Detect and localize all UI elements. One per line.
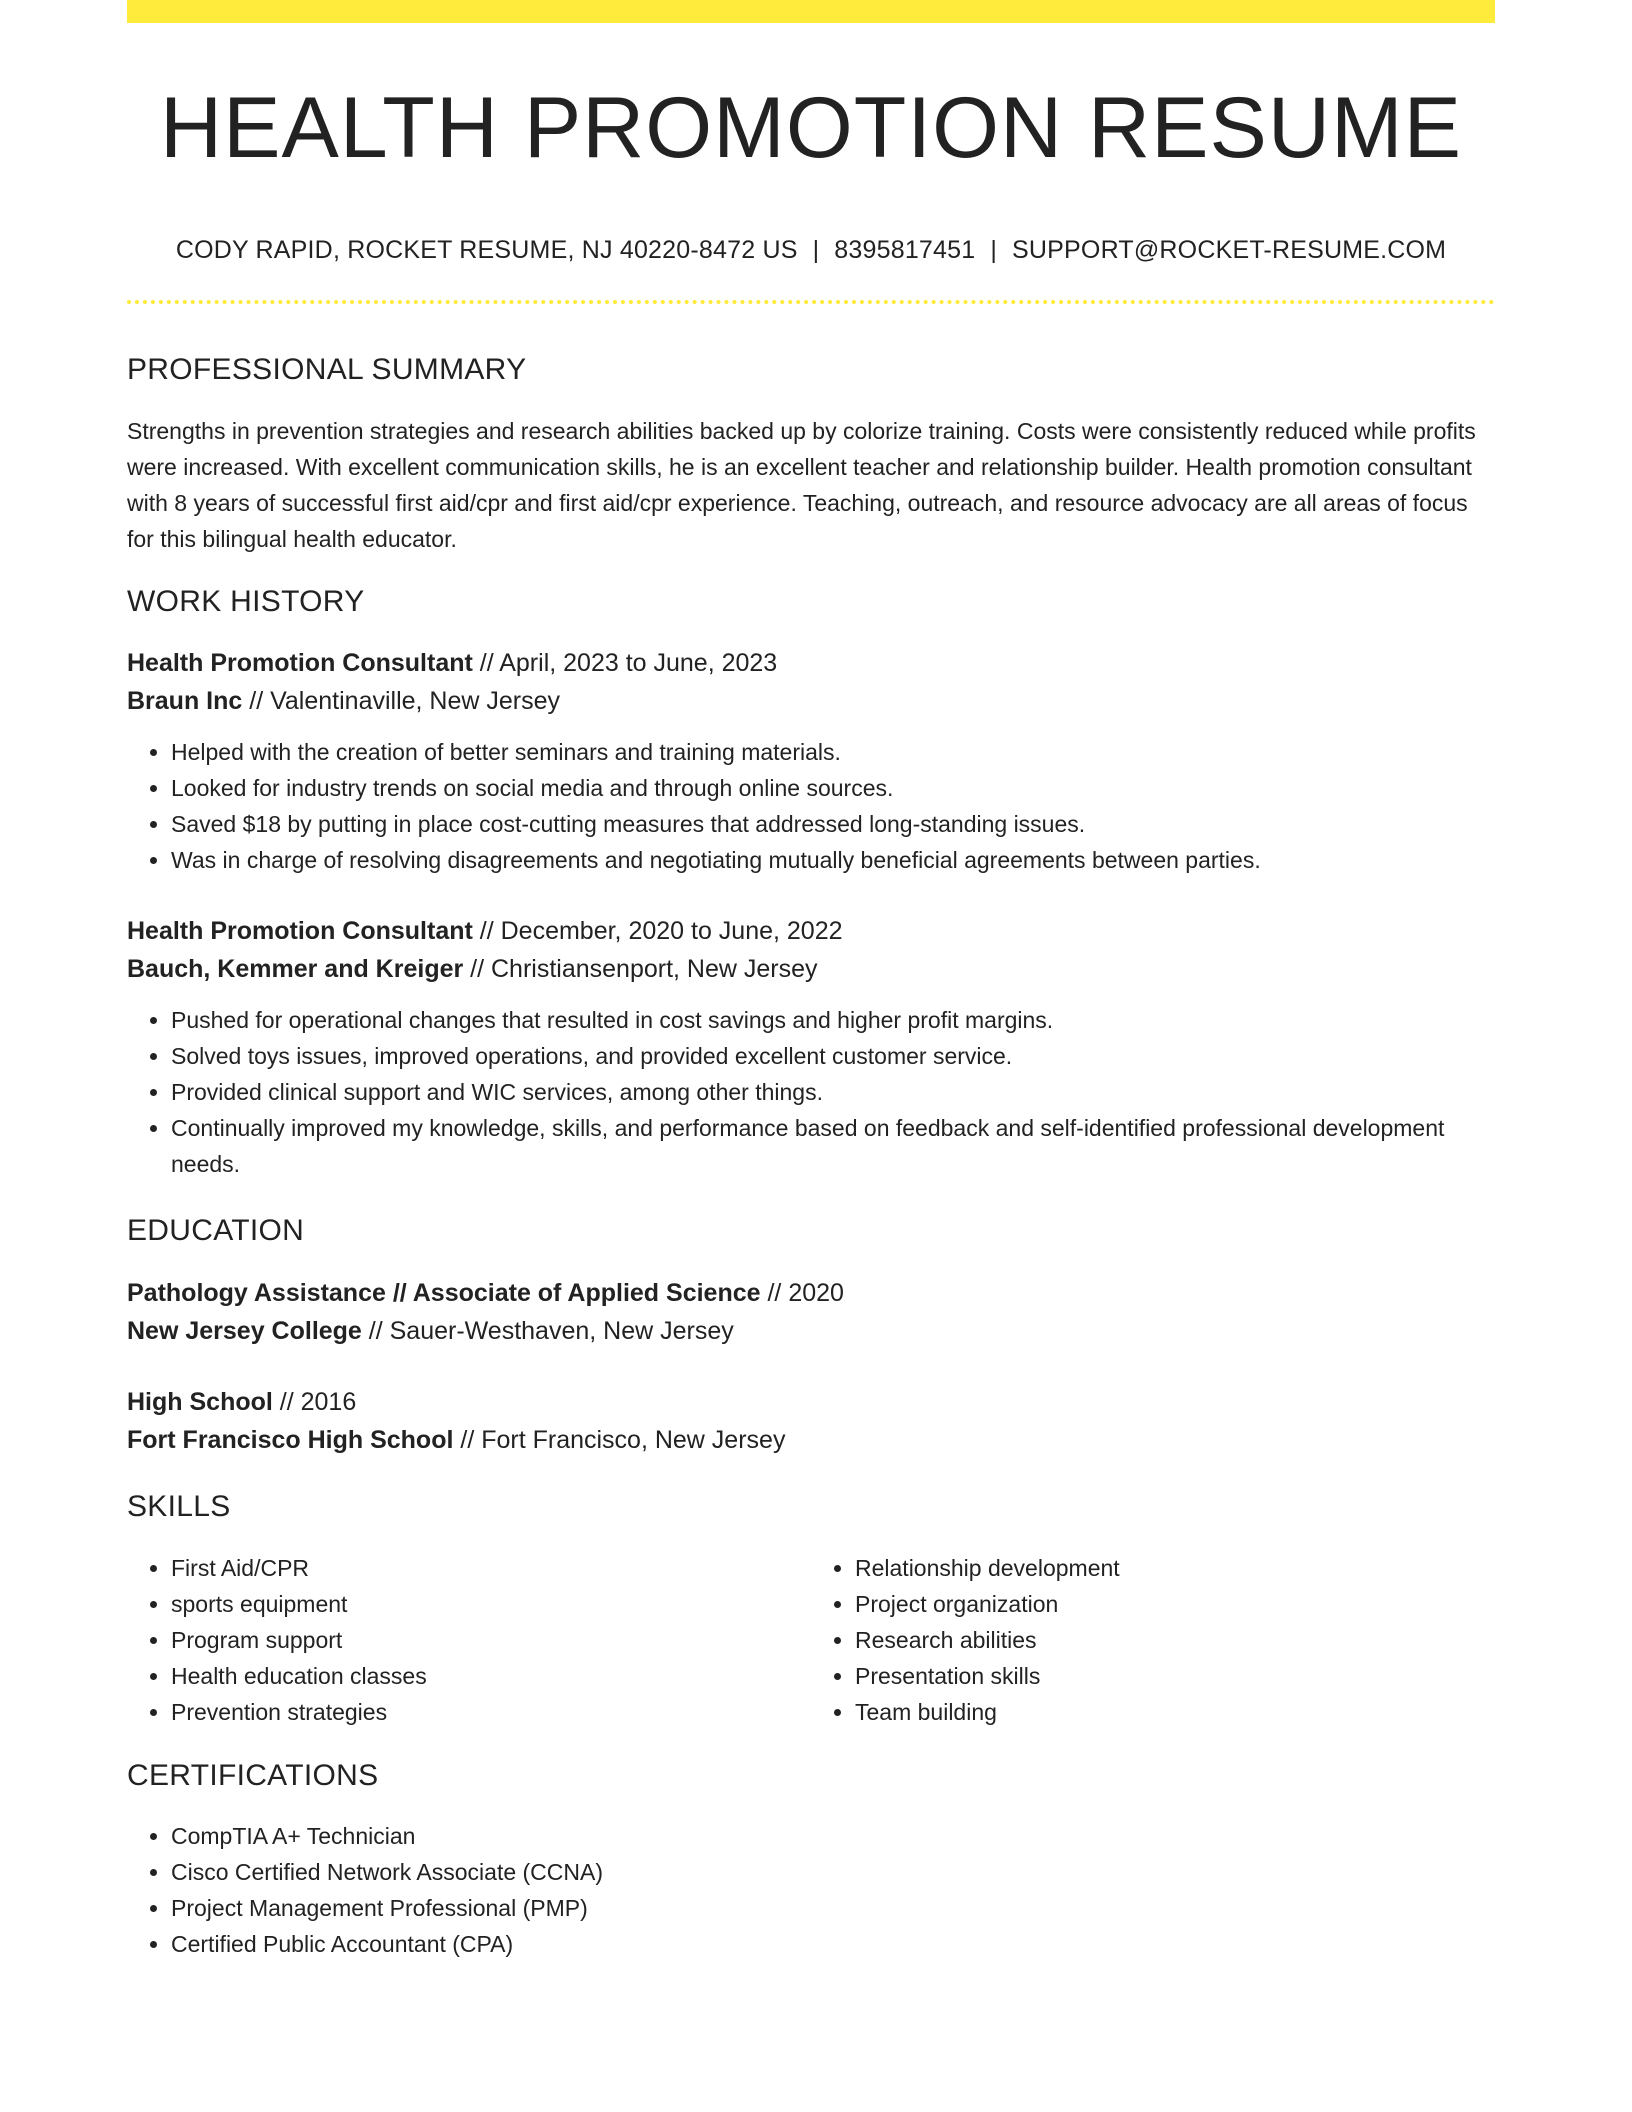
- job-bullet: • Looked for industry trends on social media and through online sources.: [171, 770, 1495, 806]
- skill-item: • Prevention strategies: [171, 1694, 811, 1730]
- job-title-line: [127, 912, 1495, 950]
- skill-item: • Project organization: [855, 1586, 1495, 1622]
- job-bullet: • Pushed for operational changes that resulted in cost savings and higher profit margins.: [171, 1002, 1495, 1038]
- job-title: Health Promotion Consultant: [127, 917, 473, 945]
- job-title-line: [127, 644, 1495, 682]
- job-entry: [127, 912, 1495, 1182]
- certification-item: • Project Management Professional (PMP): [171, 1890, 1495, 1926]
- education-entry: [127, 1274, 1495, 1350]
- certifications-list: [127, 1818, 1495, 1962]
- education-heading: EDUCATION: [127, 1214, 305, 1247]
- certification-item: • CompTIA A+ Technician: [171, 1818, 1495, 1854]
- job-entry: [127, 644, 1495, 878]
- work-section: [127, 585, 1495, 619]
- contact-email[interactable]: SUPPORT@ROCKET-RESUME.COM: [1012, 236, 1447, 264]
- top-accent-bar: [127, 0, 1495, 23]
- education-degree: High School: [127, 1388, 273, 1416]
- job-bullet: • Was in charge of resolving disagreements and negotiating mutually beneficial agreements between parties.: [171, 842, 1495, 878]
- header-divider: [127, 300, 1495, 304]
- skill-item: • First Aid/CPR: [171, 1550, 811, 1586]
- job-bullet: • Saved $18 by putting in place cost-cutting measures that addressed long-standing issues.: [171, 806, 1495, 842]
- education-school-line: [127, 1312, 1495, 1350]
- job-bullet: • Helped with the creation of better seminars and training materials.: [171, 734, 1495, 770]
- summary-section: [127, 353, 1495, 557]
- education-section: [127, 1214, 1495, 1248]
- contact-separator: |: [990, 236, 998, 264]
- skills-right-column: [811, 1550, 1495, 1730]
- job-company: Braun Inc: [127, 687, 243, 715]
- contact-line: [127, 236, 1495, 265]
- job-dates: // December, 2020 to June, 2022: [472, 917, 843, 945]
- certifications-heading: CERTIFICATIONS: [127, 1759, 379, 1792]
- skills-left-column: [127, 1550, 811, 1730]
- education-location: // Fort Francisco, New Jersey: [453, 1426, 786, 1454]
- certification-item: • Certified Public Accountant (CPA): [171, 1926, 1495, 1962]
- summary-heading: PROFESSIONAL SUMMARY: [127, 353, 527, 386]
- education-year: // 2020: [760, 1279, 844, 1307]
- job-company-line: [127, 950, 1495, 988]
- skill-item: • sports equipment: [171, 1586, 811, 1622]
- job-bullets: [127, 1002, 1495, 1182]
- skill-item: • Presentation skills: [855, 1658, 1495, 1694]
- job-location: // Christiansenport, New Jersey: [463, 955, 818, 983]
- job-title: Health Promotion Consultant: [127, 649, 473, 677]
- resume-title: HEALTH PROMOTION RESUME: [160, 80, 1462, 176]
- education-degree-line: [127, 1383, 1495, 1421]
- education-entry: [127, 1383, 1495, 1459]
- education-school-line: [127, 1421, 1495, 1459]
- job-company: Bauch, Kemmer and Kreiger: [127, 955, 464, 983]
- summary-text: Strengths in prevention strategies and research abilities backed up by colorize training. Costs were consistently reduced while profits were increased. With excellent communication skills, he is an excellent teacher and relationship builder. Health promotion consultant with 8 years of successful first aid/cpr and first aid/cpr experience. Teaching, outreach, and resource advocacy are all areas of focus for this bilingual health educator.: [127, 418, 1476, 552]
- skill-item: • Program support: [171, 1622, 811, 1658]
- certification-item: • Cisco Certified Network Associate (CCNA): [171, 1854, 1495, 1890]
- education-degree-line: [127, 1274, 1495, 1312]
- job-dates: // April, 2023 to June, 2023: [472, 649, 778, 677]
- job-bullets: [127, 734, 1495, 878]
- skill-item: • Team building: [855, 1694, 1495, 1730]
- certifications-list-wrap: [127, 1818, 1495, 1962]
- education-school: New Jersey College: [127, 1317, 362, 1345]
- resume-page: [127, 0, 1495, 1957]
- skills-grid: [127, 1550, 1495, 1730]
- job-bullet: • Solved toys issues, improved operations, and provided excellent customer service.: [171, 1038, 1495, 1074]
- education-degree: Pathology Assistance // Associate of Applied Science: [127, 1279, 761, 1307]
- work-heading: WORK HISTORY: [127, 585, 365, 618]
- job-location: // Valentinaville, New Jersey: [242, 687, 561, 715]
- certifications-section: [127, 1759, 1495, 1793]
- contact-address: CODY RAPID, ROCKET RESUME, NJ 40220-8472 US: [175, 236, 798, 264]
- skill-item: • Research abilities: [855, 1622, 1495, 1658]
- job-bullet: • Provided clinical support and WIC services, among other things.: [171, 1074, 1495, 1110]
- job-company-line: [127, 682, 1495, 720]
- skills-section: [127, 1490, 1495, 1524]
- job-bullet: • Continually improved my knowledge, skills, and performance based on feedback and self-identified professional development needs.: [171, 1110, 1495, 1182]
- skill-item: • Relationship development: [855, 1550, 1495, 1586]
- education-school: Fort Francisco High School: [127, 1426, 454, 1454]
- education-year: // 2016: [272, 1388, 357, 1416]
- skills-heading: SKILLS: [127, 1490, 231, 1523]
- contact-phone[interactable]: 8395817451: [834, 236, 976, 264]
- education-location: // Sauer-Westhaven, New Jersey: [361, 1317, 734, 1345]
- skill-item: • Health education classes: [171, 1658, 811, 1694]
- contact-separator: |: [812, 236, 820, 264]
